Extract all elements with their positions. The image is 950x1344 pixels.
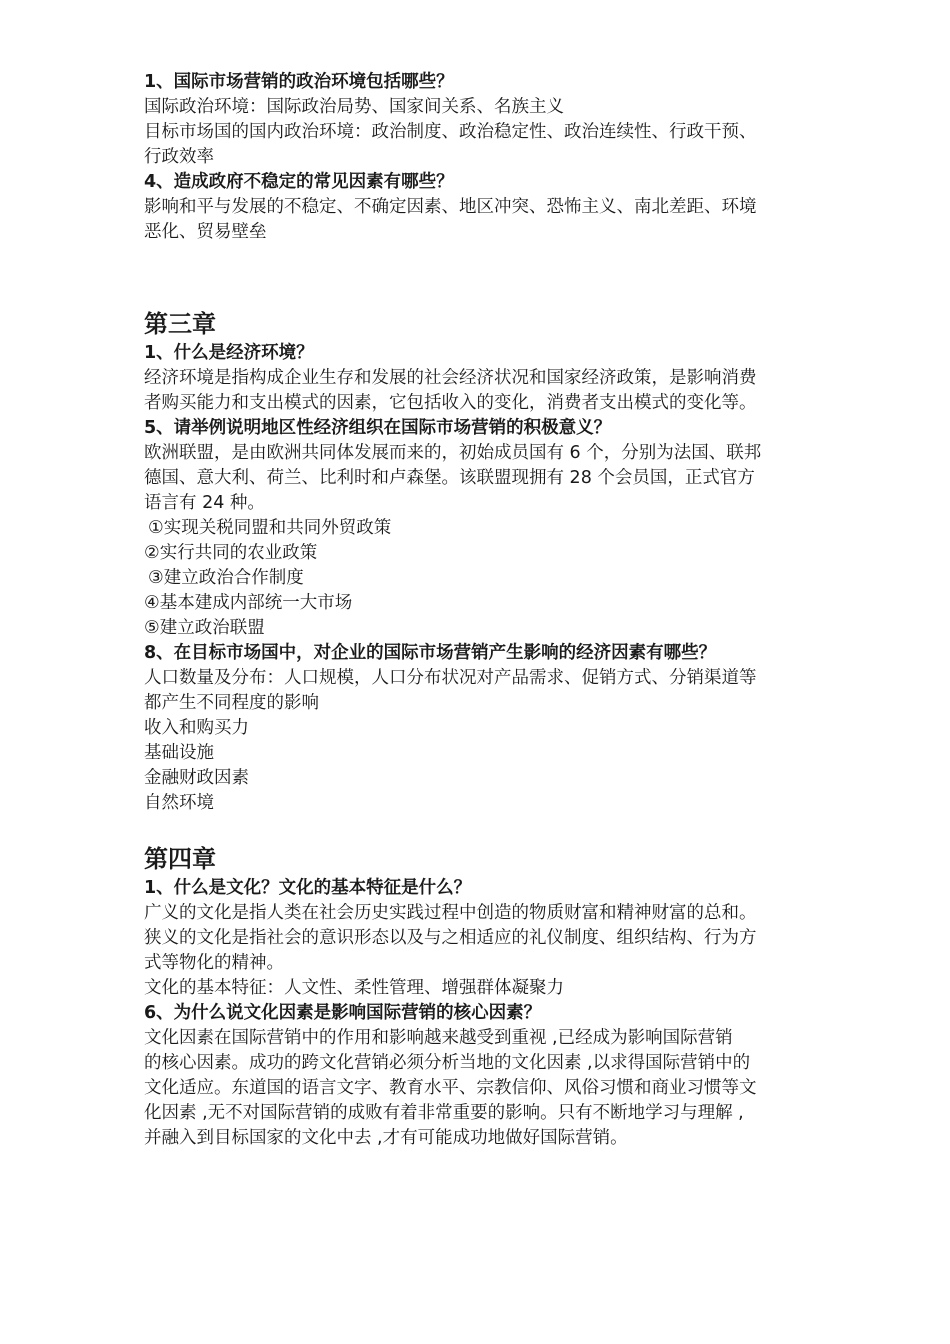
answer-text: 德国、意大利、荷兰、比利时和卢森堡。该联盟现拥有 28 个会员国，正式官方 (144, 468, 755, 488)
question-heading: 1、什么是经济环境？ (144, 343, 314, 363)
answer-text: 目标市场国的国内政治环境：政治制度、政治稳定性、政治连续性、行政干预、 (144, 122, 757, 142)
answer-text: 并融入到目标国家的文化中去 ,才有可能成功地做好国际营销。 (144, 1128, 628, 1148)
question-heading: 1、什么是文化？文化的基本特征是什么？ (144, 878, 472, 898)
answer-text: 狭义的文化是指社会的意识形态以及与之相适应的礼仪制度、组织结构、行为方 (144, 928, 757, 948)
answer-text: 的核心因素。成功的跨文化营销必须分析当地的文化因素 ,以求得国际营销中的 (144, 1053, 751, 1073)
document-page (144, 70, 824, 1151)
question-heading: 5、请举例说明地区性经济组织在国际市场营销的积极意义？ (144, 418, 612, 438)
chapter-title: 第四章 (144, 845, 216, 873)
answer-text: 国际政治环境：国际政治局势、国家间关系、名族主义 (144, 97, 564, 117)
answer-text: 经济环境是指构成企业生存和发展的社会经济状况和国家经济政策，是影响消费 (144, 368, 757, 388)
chapter-title: 第三章 (144, 310, 216, 338)
question-heading: 6、为什么说文化因素是影响国际营销的核心因素？ (144, 1003, 542, 1023)
answer-text: 化因素 ,无不对国际营销的成败有着非常重要的影响。只有不断地学习与理解 , (144, 1103, 744, 1123)
question-heading: 4、造成政府不稳定的常见因素有哪些？ (144, 172, 454, 192)
list-item: 自然环境 (144, 793, 214, 813)
list-item: ①实现关税同盟和共同外贸政策 (148, 518, 392, 538)
answer-text: 行政效率 (144, 147, 214, 167)
list-item: 收入和购买力 (144, 718, 249, 738)
answer-text: 欧洲联盟，是由欧洲共同体发展而来的，初始成员国有 6 个，分别为法国、联邦 (144, 443, 762, 463)
answer-text: 广义的文化是指人类在社会历史实践过程中创造的物质财富和精神财富的总和。 (144, 903, 757, 923)
answer-text: 文化的基本特征：人文性、柔性管理、增强群体凝聚力 (144, 978, 564, 998)
answer-text: 者购买能力和支出模式的因素，它包括收入的变化，消费者支出模式的变化等。 (144, 393, 757, 413)
list-item: ⑤建立政治联盟 (144, 618, 265, 638)
answer-text: 恶化、贸易壁垒 (144, 222, 267, 242)
answer-text: 式等物化的精神。 (144, 953, 284, 973)
list-item: 基础设施 (144, 743, 214, 763)
list-item: ②实行共同的农业政策 (144, 543, 318, 563)
answer-text: 都产生不同程度的影响 (144, 693, 319, 713)
list-item: 金融财政因素 (144, 768, 249, 788)
question-heading: 8、在目标市场国中，对企业的国际市场营销产生影响的经济因素有哪些？ (144, 643, 717, 663)
answer-text: 文化适应。东道国的语言文字、教育水平、宗教信仰、风俗习惯和商业习惯等文 (144, 1078, 757, 1098)
answer-text: 语言有 24 种。 (144, 493, 265, 513)
answer-text: 文化因素在国际营销中的作用和影响越来越受到重视 ,已经成为影响国际营销 (144, 1028, 733, 1048)
answer-text: 人口数量及分布：人口规模，人口分布状况对产品需求、促销方式、分销渠道等 (144, 668, 757, 688)
list-item: ④基本建成内部统一大市场 (144, 593, 353, 613)
answer-text: 影响和平与发展的不稳定、不确定因素、地区冲突、恐怖主义、南北差距、环境 (144, 197, 757, 217)
question-heading: 1、国际市场营销的政治环境包括哪些？ (144, 72, 454, 92)
list-item: ③建立政治合作制度 (148, 568, 304, 588)
